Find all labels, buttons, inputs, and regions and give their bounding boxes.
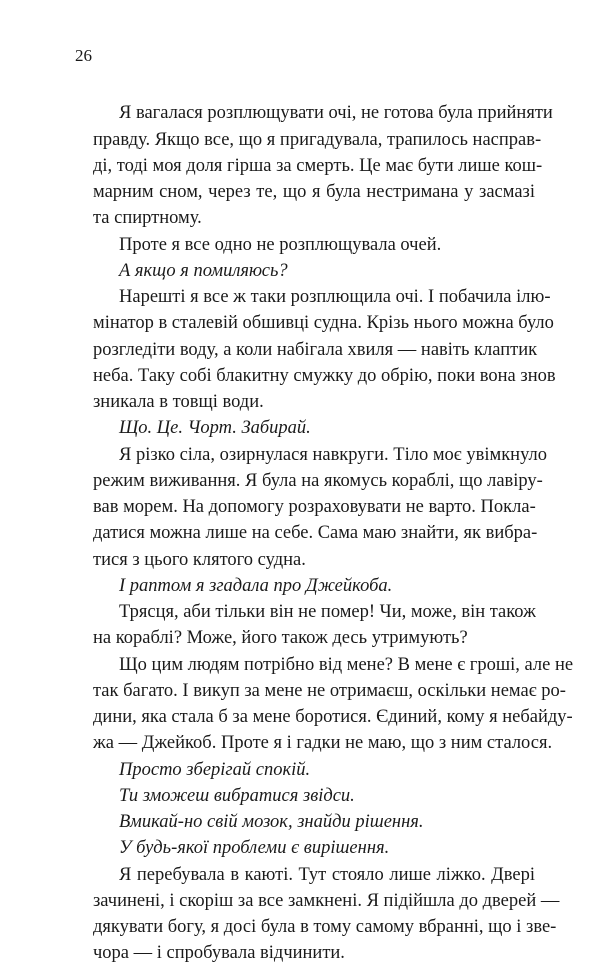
text-line: Я перебувала в каюті. Тут стояло лише ліжко. Двері (119, 864, 535, 885)
text-line: правду. Якщо все, що я пригадувала, трапилось насправ- (93, 129, 542, 150)
text-line-italic: Просто зберігай спокій. (119, 759, 311, 780)
text-line: розгледіти воду, а коли набігала хвиля — навіть клаптик (93, 339, 538, 360)
text-line: датися можна лише на себе. Сама маю знайти, як вибра- (93, 523, 538, 544)
text-line: на кораблі? Може, його також десь утримують? (93, 628, 468, 649)
text-line: марним сном, через те, що я була нестримана у засмазі (93, 182, 535, 202)
text-line: зачинені, і скоріш за все замкнені. Я підійшла до дверей — (93, 890, 560, 911)
text-line: ді, тоді моя доля гірша за смерть. Це має бути лише кош- (93, 155, 543, 176)
text-line: Трясця, аби тільки він не помер! Чи, може, він також (119, 602, 536, 622)
text-line-italic: Ти зможеш вибратися звідси. (119, 785, 355, 806)
text-line: жа — Джейкоб. Проте я і гадки не маю, що з ним сталося. (93, 733, 553, 754)
text-line: режим виживання. Я була на якомусь кораблі, що лавіру- (93, 470, 543, 491)
page-number: 26 (75, 46, 92, 65)
text-line: вав морем. На допомогу розраховувати не варто. Покла- (93, 497, 536, 517)
text-line: тися з цього клятого судна. (93, 549, 306, 570)
text-line: Що цим людям потрібно від мене? В мене є гроші, але не (119, 654, 574, 675)
text-line: Проте я все одно не розплющувала очей. (119, 234, 442, 255)
text-line-italic: І раптом я згадала про Джейкоба. (119, 575, 393, 596)
text-line: так багато. І викуп за мене не отримаєш, оскільки немає ро- (93, 680, 566, 701)
text-line: Нарешті я все ж таки розплющила очі. І побачила ілю- (119, 287, 551, 307)
text-line: мінатор в сталевій обшивці судна. Крізь нього можна було (93, 313, 554, 334)
text-line-italic: А якщо я помиляюсь? (119, 260, 288, 281)
blank-line (93, 74, 535, 100)
text-line: дякувати богу, я досі була в тому самому вбранні, що і зве- (93, 917, 557, 937)
text-line: Я вагалася розплющувати очі, не готова була прийняти (119, 103, 553, 124)
text-line: чора — і спробувала відчинити. (93, 943, 345, 964)
text-line: Я різко сіла, озирнулася навкруги. Тіло моє увімкнуло (119, 444, 548, 465)
text-line: та спиртному. (93, 208, 202, 229)
text-line: зникала в товщі води. (93, 392, 264, 412)
body-text (93, 74, 574, 967)
text-line-italic: Що. Це. Чорт. Забирай. (119, 418, 311, 439)
text-line: дини, яка стала б за мене боротися. Єдиний, кому я небайду- (93, 707, 573, 727)
text-line-italic: Вмикай-но свій мозок, знайди рішення. (119, 812, 424, 832)
text-line: неба. Таку собі блакитну смужку до обрію, поки вона знов (93, 365, 556, 386)
text-line-italic: У будь-якої проблеми є вирішення. (119, 838, 390, 859)
